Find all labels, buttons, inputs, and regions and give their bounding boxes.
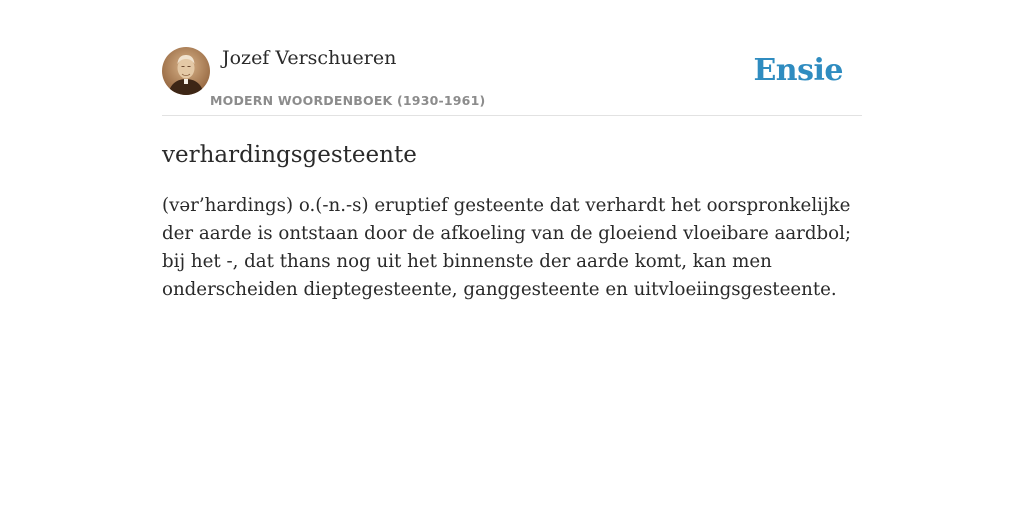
brand-logo[interactable]: Ensie <box>753 53 843 88</box>
author-name[interactable]: Jozef Verschueren <box>222 47 397 69</box>
definition-text: (vər’hardings) o.(-n.-s) eruptief gesteente dat verhardt het oorspronkelijke der aarde is ontstaan door de afkoeling van de gloeiend vloeibare aardbol; bij het -, dat thans nog uit het binnenste der aarde komt, kan men onderscheiden dieptegesteente, ganggesteente en uitvloeiingsgesteente. <box>162 195 852 300</box>
avatar[interactable] <box>162 47 210 95</box>
page-title: verhardingsgesteente <box>162 142 417 168</box>
entry-header <box>162 46 862 116</box>
author-portrait-icon <box>162 47 210 95</box>
source-label[interactable]: MODERN WOORDENBOEK (1930-1961) <box>210 93 486 108</box>
